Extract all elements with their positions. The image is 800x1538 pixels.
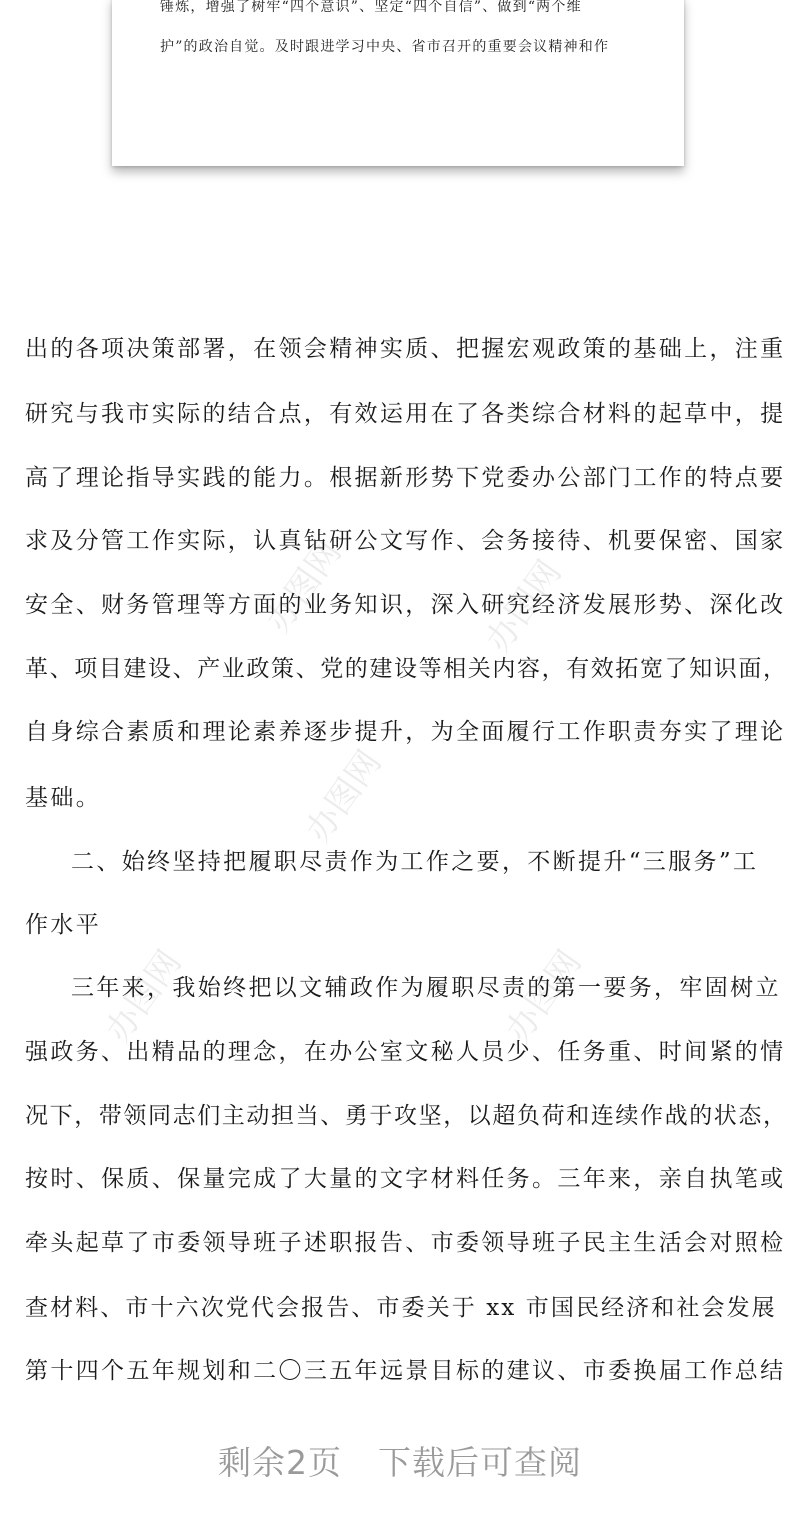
text-line: 安全、财务管理等方面的业务知识，深入研究经济发展形势、深化改 bbox=[25, 592, 786, 618]
text-line: 自身综合素质和理论素养逐步提升，为全面履行工作职责夯实了理论 bbox=[25, 719, 786, 745]
text-line: 按时、保质、保量完成了大量的文字材料任务。三年来，亲自执笔或 bbox=[25, 1166, 786, 1192]
preview-line-2: 护”的政治自觉。及时跟进学习中央、省市召开的重要会议精神和作 bbox=[160, 39, 610, 55]
text-line: 高了理论指导实践的能力。根据新形势下党委办公部门工作的特点要 bbox=[25, 465, 786, 491]
watermark: 办图网 bbox=[498, 943, 590, 1050]
watermark: 办图网 bbox=[478, 553, 570, 660]
text-line: 三年来，我始终把以文辅政作为履职尽责的第一要务，牢固树立 bbox=[71, 975, 781, 1001]
download-to-view-label: 下载后可查阅 bbox=[378, 1443, 582, 1482]
remaining-pages-label: 剩余2页 bbox=[218, 1443, 342, 1482]
watermark: 办图网 bbox=[258, 533, 350, 640]
text-line: 研究与我市实际的结合点，有效运用在了各类综合材料的起草中，提 bbox=[25, 401, 786, 427]
watermark: 办图网 bbox=[298, 743, 390, 850]
text-line: 查材料、市十六次党代会报告、市委关于 xx 市国民经济和社会发展 bbox=[25, 1295, 777, 1321]
text-line: 牵头起草了市委领导班子述职报告、市委领导班子民主生活会对照检 bbox=[25, 1230, 786, 1256]
text-line: 基础。 bbox=[25, 785, 102, 811]
text-line: 强政务、出精品的理念，在办公室文秘人员少、任务重、时间紧的情 bbox=[25, 1039, 786, 1065]
remaining-pages-notice[interactable] bbox=[0, 1437, 800, 1484]
section-heading-cont: 作水平 bbox=[25, 912, 102, 938]
text-line: 第十四个五年规划和二〇三五年远景目标的建议、市委换届工作总结 bbox=[25, 1358, 786, 1384]
section-heading: 二、始终坚持把履职尽责作为工作之要，不断提升“三服务”工 bbox=[71, 849, 759, 875]
page-preview-card bbox=[112, 0, 684, 166]
watermark: 办图网 bbox=[98, 943, 190, 1050]
text-line: 况下，带领同志们主动担当、勇于攻坚，以超负荷和连续作战的状态， bbox=[25, 1103, 788, 1129]
text-line: 出的各项决策部署，在领会精神实质、把握宏观政策的基础上，注重 bbox=[25, 336, 786, 362]
text-line: 求及分管工作实际，认真钻研公文写作、会务接待、机要保密、国家 bbox=[25, 528, 786, 554]
text-line: 革、项目建设、产业政策、党的建设等相关内容，有效拓宽了知识面， bbox=[25, 656, 788, 682]
preview-line-1: 锤炼，增强了树牢“四个意识”、坚定“四个自信”、做到“两个维 bbox=[160, 0, 582, 15]
